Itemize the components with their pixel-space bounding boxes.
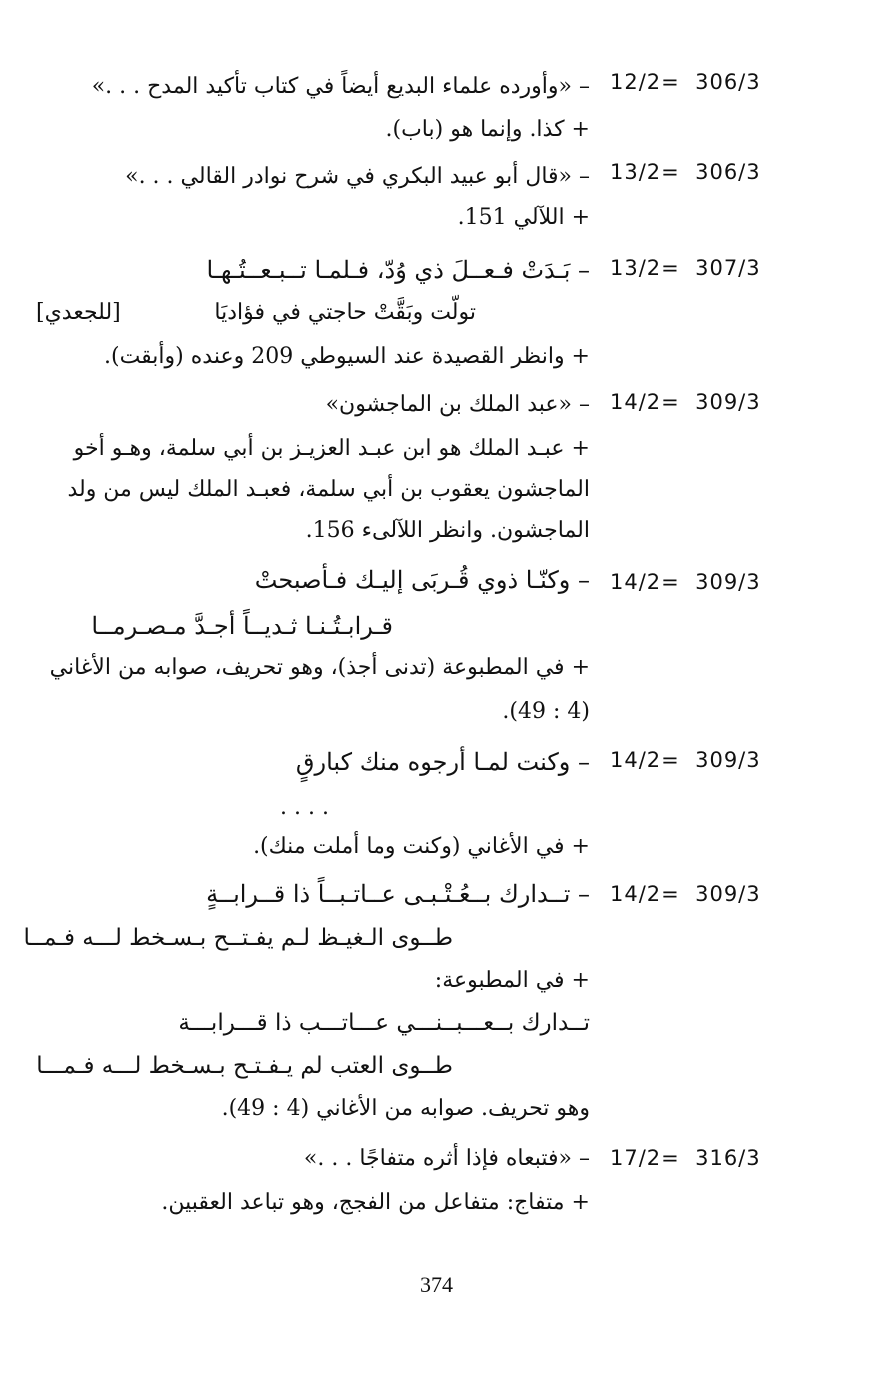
entry-note: (4 : 49). [502,699,590,724]
poem-verse: – وكنّـا ذوي قُـربَى إليـك فـأصبحتْ [254,566,590,594]
entry-text: – «عبد الملك بن الماجشون» [325,392,590,417]
entry-note: + كذا. وإنما هو (باب). [385,117,590,142]
poem-verse: تــدارك بــعـــبــنـــي عـــاتـــب ذا قـــرابـــة [178,1010,590,1036]
poem-verse: طــوى العتب لم يـفـتـح بـسـخط لـــه فـمـــا [36,1053,453,1079]
entry-reference: 17/2= 316/3 [610,1146,761,1170]
poet-attribution: [للجعدي] [36,300,121,325]
entry-reference: 13/2= 306/3 [610,160,761,184]
entry-reference: 14/2= 309/3 [610,882,761,906]
poem-verse: تولّت وبَقَّتْ حاجتي في فؤاديَا [214,300,476,325]
entry-text: – «وأورده علماء البديع أيضاً في كتاب تأكيد المدح . . .» [91,74,590,99]
entry-note: الماجشون يعقوب بن أبي سلمة، فعبـد الملك ليس من ولد [67,477,590,502]
entry-note: + في المطبوعة (تدنى أجذ)، وهو تحريف، صوابه من الأغاني [49,655,590,680]
poem-verse: قـرابـتُـنـا ثـديــاً أجـدَّ مـصـرمــا [91,612,393,640]
entry-reference: 14/2= 309/3 [610,390,761,414]
entry-reference: 12/2= 306/3 [610,70,761,94]
ellipsis: . . . . [280,795,329,820]
poem-verse: – وكنت لمـا أرجوه منك كبارقٍ [295,748,590,776]
poem-verse: – تــدارك بــعُـتْـبـى عــاتـبــاً ذا قــرابــةٍ [206,880,590,908]
entry-note: + وانظر القصيدة عند السيوطي 209 وعنده (وأبقت). [104,344,590,369]
poem-verse: – بَـدَتْ فـعــلَ ذي وُدّ، فـلمـا تــبـعــتُـهـا [206,256,590,284]
poem-verse: طــوى الـغيـظ لـم يفـتــح بـسـخط لـــه فـمــا [23,925,453,951]
entry-note: + في الأغاني (وكنت وما أملت منك). [253,834,590,859]
entry-text: – «فتبعاه فإذا أثره متفاجًا . . .» [303,1146,590,1171]
entry-note: + عبـد الملك هو ابن عبـد العزيـز بن أبي سلمة، وهـو أخو [73,436,590,461]
entry-note: + متفاج: متفاعل من الفجج، وهو تباعد العقبين. [161,1190,590,1215]
entry-reference: 13/2= 307/3 [610,256,761,280]
page-number: 374 [420,1272,453,1297]
entry-text: – «قال أبو عبيد البكري في شرح نوادر القالي . . .» [125,164,590,189]
entry-reference: 14/2= 309/3 [610,748,761,772]
entry-note: الماجشون. وانظر اللآلىء 156. [305,518,590,543]
entry-reference: 14/2= 309/3 [610,570,761,594]
entry-note: + اللآلي 151. [457,205,590,230]
entry-note: وهو تحريف. صوابه من الأغاني (4 : 49). [221,1096,590,1121]
entry-note: + في المطبوعة: [434,968,590,993]
